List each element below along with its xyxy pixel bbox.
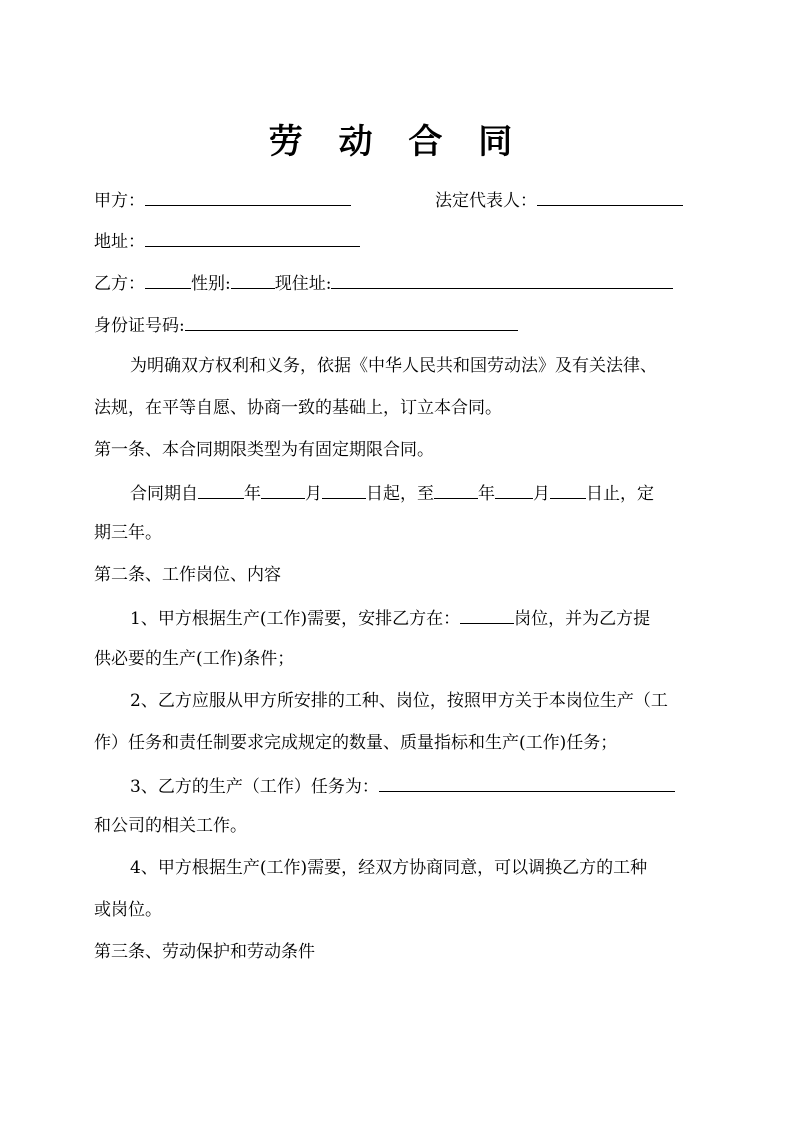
term-prefix: 合同期自 <box>130 484 198 504</box>
party-b-row <box>94 270 700 296</box>
party-a-address-row <box>94 228 700 254</box>
end-day-blank[interactable] <box>550 480 586 499</box>
article-2-item-3 <box>94 773 700 799</box>
party-a-label: 甲方： <box>94 191 145 211</box>
end-year-label: 年 <box>478 484 495 504</box>
party-b-label: 乙方： <box>94 274 145 294</box>
article-2-item-1-cont: 供必要的生产(工作)条件； <box>94 649 295 669</box>
id-number-blank[interactable] <box>185 312 518 331</box>
legal-rep-blank[interactable] <box>537 187 683 206</box>
party-a-row <box>94 187 700 213</box>
article-2-item-4: 4、甲方根据生产(工作)需要，经双方协商同意，可以调换乙方的工种 <box>130 858 648 878</box>
item-1-text-a: 1、甲方根据生产(工作)需要，安排乙方在： <box>130 609 461 629</box>
current-address-label: 现住址: <box>274 274 332 294</box>
article-1-heading: 第一条、本合同期限类型为有固定期限合同。 <box>94 440 434 460</box>
start-day-blank[interactable] <box>322 480 366 499</box>
end-month-blank[interactable] <box>495 480 533 499</box>
item-3-text: 3、乙方的生产（工作）任务为： <box>130 777 379 797</box>
end-month-label: 月 <box>533 484 550 504</box>
item-1-text-b: 岗位，并为乙方提 <box>514 609 651 629</box>
legal-rep-label: 法定代表人： <box>435 191 537 211</box>
start-month-blank[interactable] <box>261 480 305 499</box>
article-2-item-4-cont: 或岗位。 <box>94 900 162 920</box>
contract-term-row <box>94 480 700 506</box>
preamble-line-1: 为明确双方权利和义务，依据《中华人民共和国劳动法》及有关法律、 <box>130 356 657 376</box>
contract-term-line-2: 期三年。 <box>94 523 162 543</box>
start-year-blank[interactable] <box>198 480 244 499</box>
gender-blank[interactable] <box>231 270 275 289</box>
gender-label: 性别: <box>191 274 231 294</box>
id-number-label: 身份证号码: <box>94 316 185 336</box>
preamble-line-2: 法规，在平等自愿、协商一致的基础上，订立本合同。 <box>94 398 502 418</box>
start-day-label: 日起，至 <box>366 484 434 504</box>
article-2-item-2: 2、乙方应服从甲方所安排的工种、岗位，按照甲方关于本岗位生产（工 <box>130 691 668 711</box>
article-2-item-1 <box>94 605 700 631</box>
party-a-blank[interactable] <box>145 187 351 206</box>
current-address-blank[interactable] <box>331 270 673 289</box>
address-label: 地址： <box>94 232 145 252</box>
start-year-label: 年 <box>244 484 261 504</box>
article-2-item-2-cont: 作）任务和责任制要求完成规定的数量、质量指标和生产(工作)任务； <box>94 733 618 753</box>
start-month-label: 月 <box>305 484 322 504</box>
party-b-blank[interactable] <box>145 270 191 289</box>
article-2-item-3-cont: 和公司的相关工作。 <box>94 816 247 836</box>
task-blank[interactable] <box>379 773 675 792</box>
address-blank[interactable] <box>145 228 360 247</box>
document-title: 劳 动 合 同 <box>268 122 525 162</box>
article-2-heading: 第二条、工作岗位、内容 <box>94 565 281 585</box>
article-3-heading: 第三条、劳动保护和劳动条件 <box>94 942 315 962</box>
id-number-row <box>94 312 700 338</box>
end-day-label: 日止，定 <box>586 484 654 504</box>
end-year-blank[interactable] <box>434 480 478 499</box>
position-blank[interactable] <box>460 605 514 624</box>
